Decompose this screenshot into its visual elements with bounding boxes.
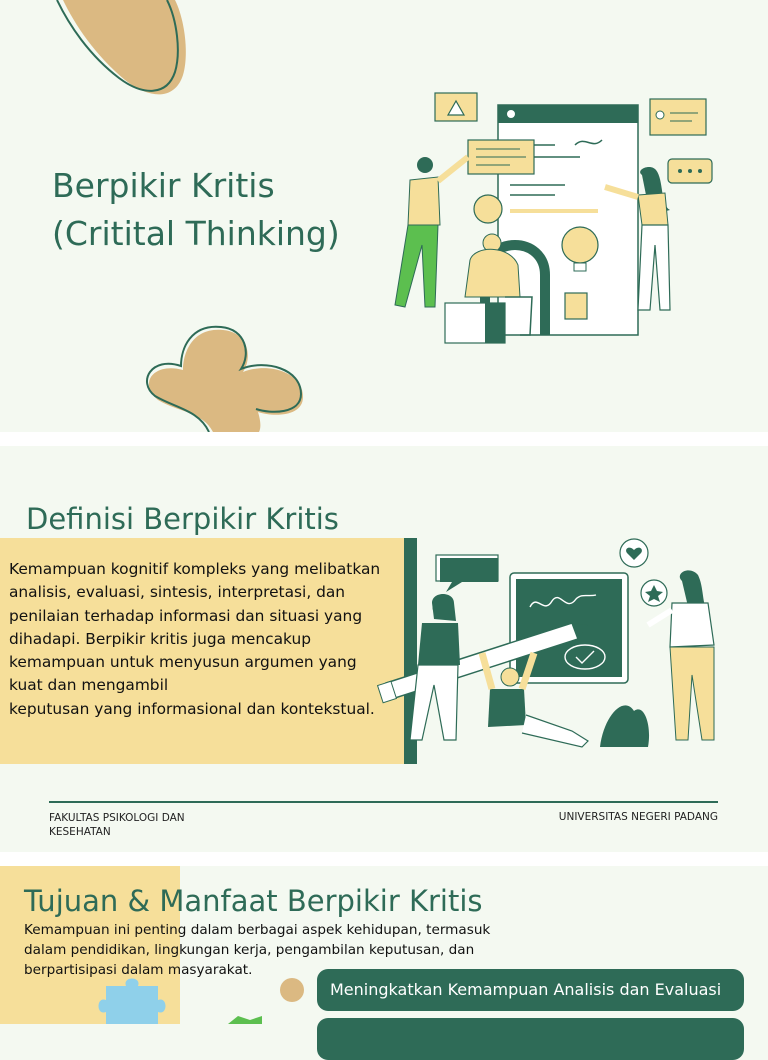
code-window-illustration xyxy=(380,85,720,350)
definition-title: Definisi Berpikir Kritis xyxy=(26,502,339,536)
purpose-text: Kemampuan ini penting dalam berbagai aspek kehidupan, termasuk dalam pendidikan, lingkungan kerja, pengambilan keputusan, dan berpartisipasi dalam masyarakat. xyxy=(24,922,491,978)
slide-divider-2 xyxy=(0,852,768,866)
title-line-1: Berpikir Kritis xyxy=(52,166,275,205)
slide-1 xyxy=(0,0,768,432)
star-icon xyxy=(641,580,667,606)
benefit-item-2 xyxy=(317,1018,744,1060)
slide-divider xyxy=(0,432,768,446)
footer-line xyxy=(49,801,718,803)
flower-blob-shape xyxy=(143,322,313,434)
bullet-dot xyxy=(280,978,304,1002)
purpose-title: Tujuan & Manfaat Berpikir Kritis xyxy=(24,884,483,918)
chat-bubble-icon xyxy=(436,555,498,592)
heart-icon xyxy=(620,539,648,567)
slide-title xyxy=(52,162,392,258)
title-line-2: (Critital Thinking) xyxy=(52,214,340,253)
leaf-shape xyxy=(228,1016,262,1024)
teamwork-people-illustration xyxy=(372,535,737,753)
footer-university: UNIVERSITAS NEGERI PADANG xyxy=(558,811,718,823)
benefit-item-1: Meningkatkan Kemampuan Analisis dan Evaluasi xyxy=(317,969,744,1011)
definition-text: Kemampuan kognitif kompleks yang melibatkan analisis, evaluasi, sintesis, interpretasi, dan penilaian terhadap informasi dan situasi yang dihadapi. Berpikir kritis juga mencakup kemampuan untuk menyusun argumen yang kuat dan mengambil keputusan yang informasional dan kontekstual. xyxy=(9,560,381,718)
blob-shape-top xyxy=(55,0,190,105)
footer-faculty: FAKULTAS PSIKOLOGI DAN KESEHATAN xyxy=(49,812,185,838)
